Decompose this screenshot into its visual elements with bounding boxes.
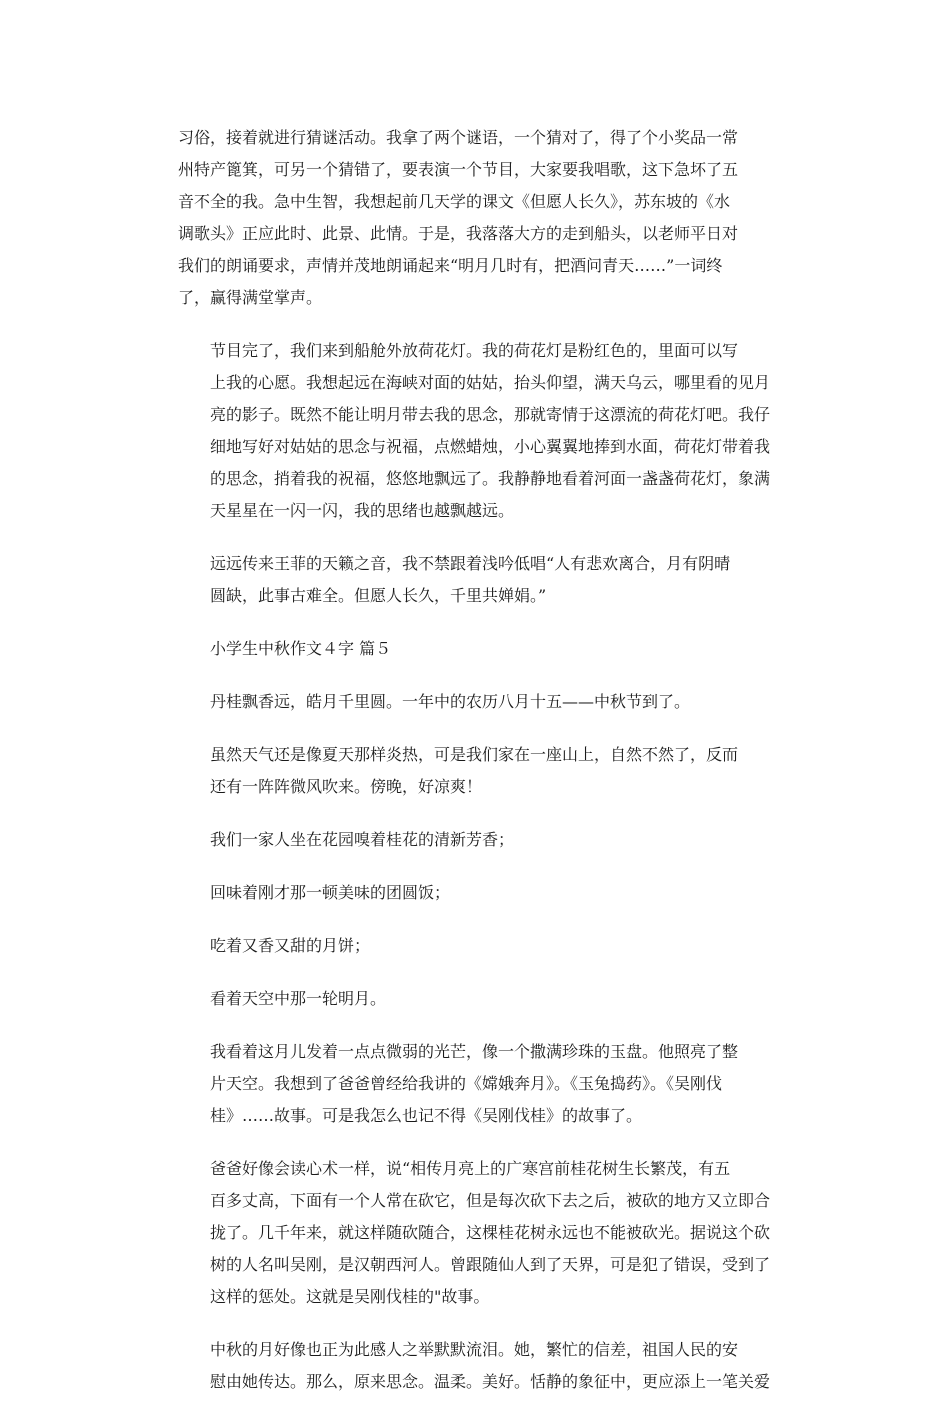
text-line: 片天空。我想到了爸爸曾经给我讲的《嫦娥奔月》。《玉兔捣药》。《吴刚伐	[210, 1074, 723, 1093]
text-line: 习俗，接着就进行猜谜活动。我拿了两个谜语，一个猜对了，得了个小奖品一常	[178, 128, 739, 147]
document-body	[178, 122, 778, 1419]
text-line: 天星星在一闪一闪，我的思绪也越飘越远。	[210, 501, 515, 520]
text-line: 了，赢得满堂掌声。	[178, 288, 323, 307]
paragraph	[178, 877, 778, 909]
paragraph	[178, 335, 778, 527]
text-line: 我们一家人坐在花园嗅着桂花的清新芳香；	[210, 830, 515, 849]
text-line: 爸爸好像会读心术一样，说“相传月亮上的广寒宫前桂花树生长繁茂，有五	[210, 1159, 731, 1178]
text-line: 树的人名叫吴刚，是汉朝西河人。曾跟随仙人到了天界，可是犯了错误，受到了	[210, 1255, 771, 1274]
text-line: 的思念，捎着我的祝福，悠悠地飘远了。我静静地看着河面一盏盏荷花灯，象满	[210, 469, 771, 488]
text-line: 桂》……故事。可是我怎么也记不得《吴刚伐桂》的故事了。	[210, 1106, 643, 1125]
paragraph	[178, 548, 778, 612]
paragraph	[178, 122, 778, 314]
text-line: 这样的惩处。这就是吴刚伐桂的"故事。	[210, 1287, 490, 1306]
text-line: 细地写好对姑姑的思念与祝福，点燃蜡烛，小心翼翼地捧到水面，荷花灯带着我	[210, 437, 771, 456]
text-line: 还有一阵阵微风吹来。傍晚，好凉爽！	[210, 777, 483, 796]
text-line: 中秋的月好像也正为此感人之举默默流泪。她，繁忙的信差，祖国人民的安	[210, 1340, 739, 1359]
paragraph	[178, 1036, 778, 1132]
paragraph	[178, 739, 778, 803]
paragraph	[178, 930, 778, 962]
text-line: 拢了。几千年来，就这样随砍随合，这棵桂花树永远也不能被砍光。据说这个砍	[210, 1223, 771, 1242]
text-line: 我看着这月儿发着一点点微弱的光芒，像一个撒满珍珠的玉盘。他照亮了整	[210, 1042, 739, 1061]
paragraph	[178, 1153, 778, 1313]
text-line: 上我的心愿。我想起远在海峡对面的姑姑，抬头仰望，满天乌云，哪里看的见月	[210, 373, 771, 392]
paragraph	[178, 686, 778, 718]
text-line: 看着天空中那一轮明月。	[210, 989, 387, 1008]
paragraph	[178, 983, 778, 1015]
text-line: 州特产篦箕，可另一个猜错了，要表演一个节目，大家要我唱歌，这下急坏了五	[178, 160, 739, 179]
text-line: 百多丈高，下面有一个人常在砍它，但是每次砍下去之后，被砍的地方又立即合	[210, 1191, 771, 1210]
text-line: 我们的朗诵要求，声情并茂地朗诵起来“明月几时有，把酒问青天……”一词终	[178, 256, 723, 275]
text-line: 远远传来王菲的天籁之音，我不禁跟着浅吟低唱“人有悲欢离合，月有阴晴	[210, 554, 731, 573]
text-line: 回味着刚才那一顿美味的团圆饭；	[210, 883, 451, 902]
text-line: 音不全的我。急中生智，我想起前几天学的课文《但愿人长久》，苏东坡的《水	[178, 192, 731, 211]
text-line: 小学生中秋作文４字 篇５	[210, 639, 392, 658]
paragraph	[178, 633, 778, 665]
text-line: 圆缺，此事古难全。但愿人长久，千里共婵娟。”	[210, 586, 547, 605]
text-line: 丹桂飘香远，皓月千里圆。一年中的农历八月十五——中秋节到了。	[210, 692, 691, 711]
text-line: 吃着又香又甜的月饼；	[210, 936, 371, 955]
text-line: 调歌头》正应此时、此景、此情。于是，我落落大方的走到船头，以老师平日对	[178, 224, 739, 243]
paragraph	[178, 824, 778, 856]
text-line: 慰由她传达。那么，原来思念。温柔。美好。恬静的象征中，更应添上一笔关爱	[210, 1372, 771, 1391]
text-line: 节目完了，我们来到船舱外放荷花灯。我的荷花灯是粉红色的，里面可以写	[210, 341, 739, 360]
text-line: 虽然天气还是像夏天那样炎热，可是我们家在一座山上，自然不然了，反而	[210, 745, 739, 764]
text-line: 亮的影子。既然不能让明月带去我的思念，那就寄情于这漂流的荷花灯吧。我仔	[210, 405, 771, 424]
